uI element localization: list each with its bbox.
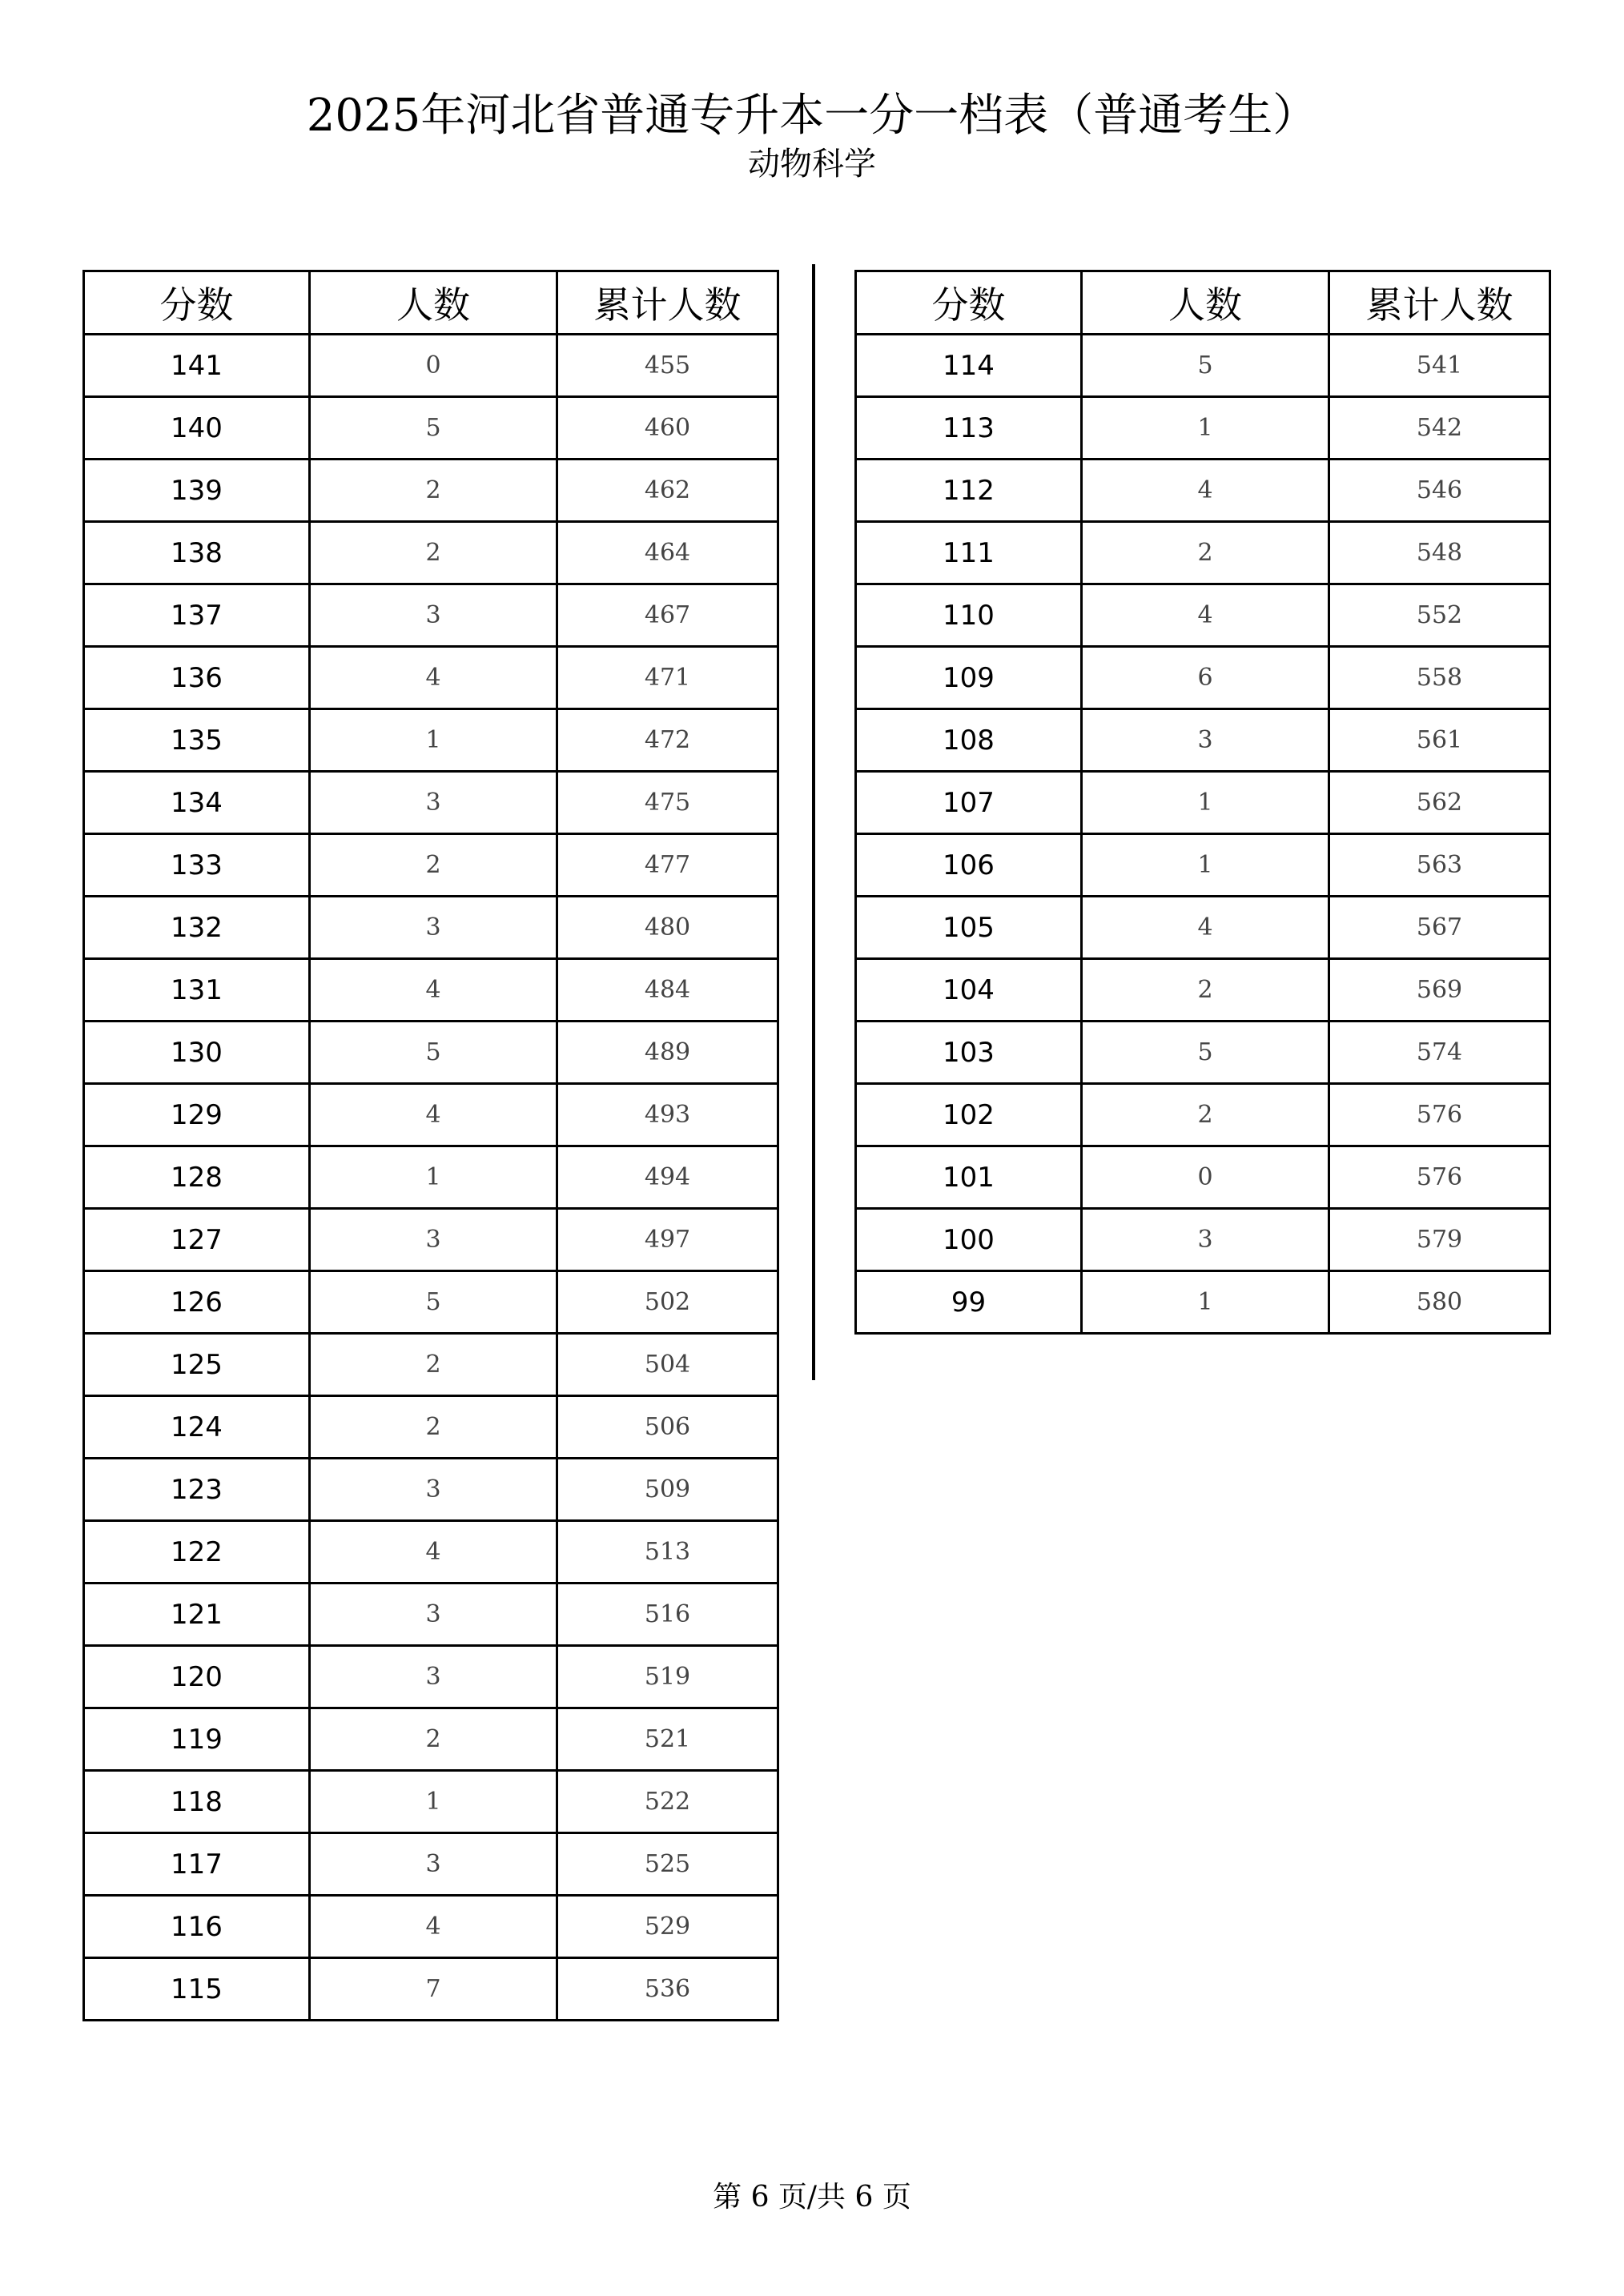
table-row xyxy=(84,1833,778,1896)
count-cell: 4 xyxy=(1082,460,1329,522)
table-row xyxy=(84,834,778,897)
score-cell: 119 xyxy=(84,1708,310,1771)
cumulative-cell: 506 xyxy=(557,1396,778,1459)
table-row xyxy=(84,1209,778,1271)
count-cell: 1 xyxy=(1082,397,1329,460)
table-row xyxy=(84,1521,778,1584)
table-row xyxy=(856,460,1550,522)
table-row xyxy=(84,897,778,959)
cumulative-cell: 562 xyxy=(1329,772,1550,834)
count-cell: 5 xyxy=(310,1271,557,1334)
table-header-row xyxy=(84,271,778,335)
table-row xyxy=(84,1396,778,1459)
count-cell: 2 xyxy=(1082,522,1329,584)
score-cell: 134 xyxy=(84,772,310,834)
count-cell: 1 xyxy=(1082,834,1329,897)
cumulative-cell: 480 xyxy=(557,897,778,959)
score-cell: 121 xyxy=(84,1584,310,1646)
table-row xyxy=(84,1146,778,1209)
count-cell: 2 xyxy=(310,834,557,897)
score-cell: 131 xyxy=(84,959,310,1022)
table-row xyxy=(84,647,778,709)
cumulative-cell: 580 xyxy=(1329,1271,1550,1334)
header-score: 分数 xyxy=(856,271,1082,335)
table-row xyxy=(856,584,1550,647)
table-row xyxy=(856,897,1550,959)
cumulative-cell: 489 xyxy=(557,1022,778,1084)
cumulative-cell: 561 xyxy=(1329,709,1550,772)
table-row xyxy=(856,1084,1550,1146)
table-row xyxy=(84,397,778,460)
cumulative-cell: 569 xyxy=(1329,959,1550,1022)
count-cell: 4 xyxy=(310,959,557,1022)
cumulative-cell: 542 xyxy=(1329,397,1550,460)
table-row xyxy=(856,959,1550,1022)
score-cell: 141 xyxy=(84,335,310,397)
score-cell: 117 xyxy=(84,1833,310,1896)
count-cell: 3 xyxy=(310,1459,557,1521)
score-cell: 132 xyxy=(84,897,310,959)
table-row xyxy=(84,335,778,397)
table-row xyxy=(856,1146,1550,1209)
score-cell: 137 xyxy=(84,584,310,647)
table-row xyxy=(84,1896,778,1958)
column-divider xyxy=(812,264,815,1380)
cumulative-cell: 576 xyxy=(1329,1146,1550,1209)
table-row xyxy=(84,1958,778,2021)
score-cell: 100 xyxy=(856,1209,1082,1271)
cumulative-cell: 493 xyxy=(557,1084,778,1146)
score-cell: 126 xyxy=(84,1271,310,1334)
table-row xyxy=(856,1271,1550,1334)
cumulative-cell: 574 xyxy=(1329,1022,1550,1084)
score-cell: 108 xyxy=(856,709,1082,772)
score-cell: 138 xyxy=(84,522,310,584)
table-row xyxy=(856,397,1550,460)
score-cell: 129 xyxy=(84,1084,310,1146)
count-cell: 1 xyxy=(310,1146,557,1209)
count-cell: 0 xyxy=(310,335,557,397)
cumulative-cell: 541 xyxy=(1329,335,1550,397)
count-cell: 4 xyxy=(1082,897,1329,959)
cumulative-cell: 558 xyxy=(1329,647,1550,709)
count-cell: 1 xyxy=(1082,1271,1329,1334)
table-row xyxy=(84,772,778,834)
cumulative-cell: 516 xyxy=(557,1584,778,1646)
score-cell: 125 xyxy=(84,1334,310,1396)
table-row xyxy=(84,1459,778,1521)
score-cell: 106 xyxy=(856,834,1082,897)
count-cell: 2 xyxy=(310,1334,557,1396)
table-row xyxy=(856,647,1550,709)
cumulative-cell: 521 xyxy=(557,1708,778,1771)
header-count: 人数 xyxy=(1082,271,1329,335)
score-cell: 122 xyxy=(84,1521,310,1584)
score-cell: 133 xyxy=(84,834,310,897)
cumulative-cell: 472 xyxy=(557,709,778,772)
page-footer: 第 6 页/共 6 页 xyxy=(713,2181,911,2214)
count-cell: 2 xyxy=(310,460,557,522)
count-cell: 5 xyxy=(1082,335,1329,397)
count-cell: 3 xyxy=(310,1584,557,1646)
score-cell: 102 xyxy=(856,1084,1082,1146)
table-row xyxy=(84,1584,778,1646)
table-row xyxy=(84,959,778,1022)
count-cell: 5 xyxy=(310,1022,557,1084)
table-row xyxy=(84,1771,778,1833)
count-cell: 3 xyxy=(310,1833,557,1896)
cumulative-cell: 548 xyxy=(1329,522,1550,584)
score-cell: 123 xyxy=(84,1459,310,1521)
table-row xyxy=(856,522,1550,584)
score-cell: 110 xyxy=(856,584,1082,647)
table-header-row xyxy=(856,271,1550,335)
table-row xyxy=(84,1084,778,1146)
score-cell: 107 xyxy=(856,772,1082,834)
table-row xyxy=(84,1022,778,1084)
cumulative-cell: 552 xyxy=(1329,584,1550,647)
count-cell: 3 xyxy=(1082,1209,1329,1271)
count-cell: 3 xyxy=(1082,709,1329,772)
score-table-left xyxy=(82,270,779,2021)
score-cell: 113 xyxy=(856,397,1082,460)
count-cell: 3 xyxy=(310,897,557,959)
score-cell: 130 xyxy=(84,1022,310,1084)
score-cell: 103 xyxy=(856,1022,1082,1084)
page-title: 2025年河北省普通专升本一分一档表（普通考生） xyxy=(306,90,1318,142)
score-cell: 114 xyxy=(856,335,1082,397)
count-cell: 2 xyxy=(1082,959,1329,1022)
score-cell: 111 xyxy=(856,522,1082,584)
count-cell: 2 xyxy=(310,1396,557,1459)
score-cell: 116 xyxy=(84,1896,310,1958)
table-row xyxy=(84,1708,778,1771)
cumulative-cell: 513 xyxy=(557,1521,778,1584)
table-row xyxy=(84,584,778,647)
cumulative-cell: 467 xyxy=(557,584,778,647)
score-cell: 136 xyxy=(84,647,310,709)
count-cell: 2 xyxy=(310,1708,557,1771)
score-cell: 128 xyxy=(84,1146,310,1209)
table-row xyxy=(856,709,1550,772)
table-row xyxy=(856,1022,1550,1084)
count-cell: 1 xyxy=(1082,772,1329,834)
cumulative-cell: 475 xyxy=(557,772,778,834)
cumulative-cell: 519 xyxy=(557,1646,778,1708)
cumulative-cell: 464 xyxy=(557,522,778,584)
cumulative-cell: 567 xyxy=(1329,897,1550,959)
count-cell: 0 xyxy=(1082,1146,1329,1209)
header-count: 人数 xyxy=(310,271,557,335)
score-cell: 115 xyxy=(84,1958,310,2021)
cumulative-cell: 529 xyxy=(557,1896,778,1958)
count-cell: 5 xyxy=(1082,1022,1329,1084)
count-cell: 7 xyxy=(310,1958,557,2021)
score-cell: 105 xyxy=(856,897,1082,959)
score-cell: 104 xyxy=(856,959,1082,1022)
score-cell: 109 xyxy=(856,647,1082,709)
cumulative-cell: 522 xyxy=(557,1771,778,1833)
table-row xyxy=(84,709,778,772)
score-cell: 101 xyxy=(856,1146,1082,1209)
table-row xyxy=(856,1209,1550,1271)
score-table-right xyxy=(854,270,1551,1335)
count-cell: 2 xyxy=(310,522,557,584)
cumulative-cell: 497 xyxy=(557,1209,778,1271)
table-row xyxy=(856,772,1550,834)
count-cell: 4 xyxy=(310,647,557,709)
cumulative-cell: 462 xyxy=(557,460,778,522)
cumulative-cell: 536 xyxy=(557,1958,778,2021)
cumulative-cell: 460 xyxy=(557,397,778,460)
table-row xyxy=(856,834,1550,897)
score-cell: 99 xyxy=(856,1271,1082,1334)
count-cell: 4 xyxy=(1082,584,1329,647)
header-cumulative: 累计人数 xyxy=(1329,271,1550,335)
score-cell: 127 xyxy=(84,1209,310,1271)
count-cell: 3 xyxy=(310,1646,557,1708)
count-cell: 6 xyxy=(1082,647,1329,709)
cumulative-cell: 576 xyxy=(1329,1084,1550,1146)
score-cell: 120 xyxy=(84,1646,310,1708)
count-cell: 2 xyxy=(1082,1084,1329,1146)
table-row xyxy=(84,1646,778,1708)
table-row xyxy=(84,522,778,584)
header-cumulative: 累计人数 xyxy=(557,271,778,335)
score-cell: 112 xyxy=(856,460,1082,522)
score-cell: 139 xyxy=(84,460,310,522)
cumulative-cell: 579 xyxy=(1329,1209,1550,1271)
table-row xyxy=(856,335,1550,397)
page-subtitle: 动物科学 xyxy=(748,146,876,183)
count-cell: 1 xyxy=(310,1771,557,1833)
table-row xyxy=(84,1271,778,1334)
score-cell: 118 xyxy=(84,1771,310,1833)
score-cell: 135 xyxy=(84,709,310,772)
cumulative-cell: 471 xyxy=(557,647,778,709)
cumulative-cell: 494 xyxy=(557,1146,778,1209)
header-score: 分数 xyxy=(84,271,310,335)
cumulative-cell: 477 xyxy=(557,834,778,897)
cumulative-cell: 509 xyxy=(557,1459,778,1521)
cumulative-cell: 525 xyxy=(557,1833,778,1896)
cumulative-cell: 546 xyxy=(1329,460,1550,522)
table-row xyxy=(84,460,778,522)
count-cell: 4 xyxy=(310,1521,557,1584)
score-cell: 140 xyxy=(84,397,310,460)
count-cell: 3 xyxy=(310,584,557,647)
score-cell: 124 xyxy=(84,1396,310,1459)
cumulative-cell: 484 xyxy=(557,959,778,1022)
cumulative-cell: 502 xyxy=(557,1271,778,1334)
count-cell: 5 xyxy=(310,397,557,460)
cumulative-cell: 455 xyxy=(557,335,778,397)
cumulative-cell: 504 xyxy=(557,1334,778,1396)
count-cell: 1 xyxy=(310,709,557,772)
count-cell: 3 xyxy=(310,772,557,834)
count-cell: 4 xyxy=(310,1084,557,1146)
count-cell: 3 xyxy=(310,1209,557,1271)
count-cell: 4 xyxy=(310,1896,557,1958)
table-row xyxy=(84,1334,778,1396)
cumulative-cell: 563 xyxy=(1329,834,1550,897)
